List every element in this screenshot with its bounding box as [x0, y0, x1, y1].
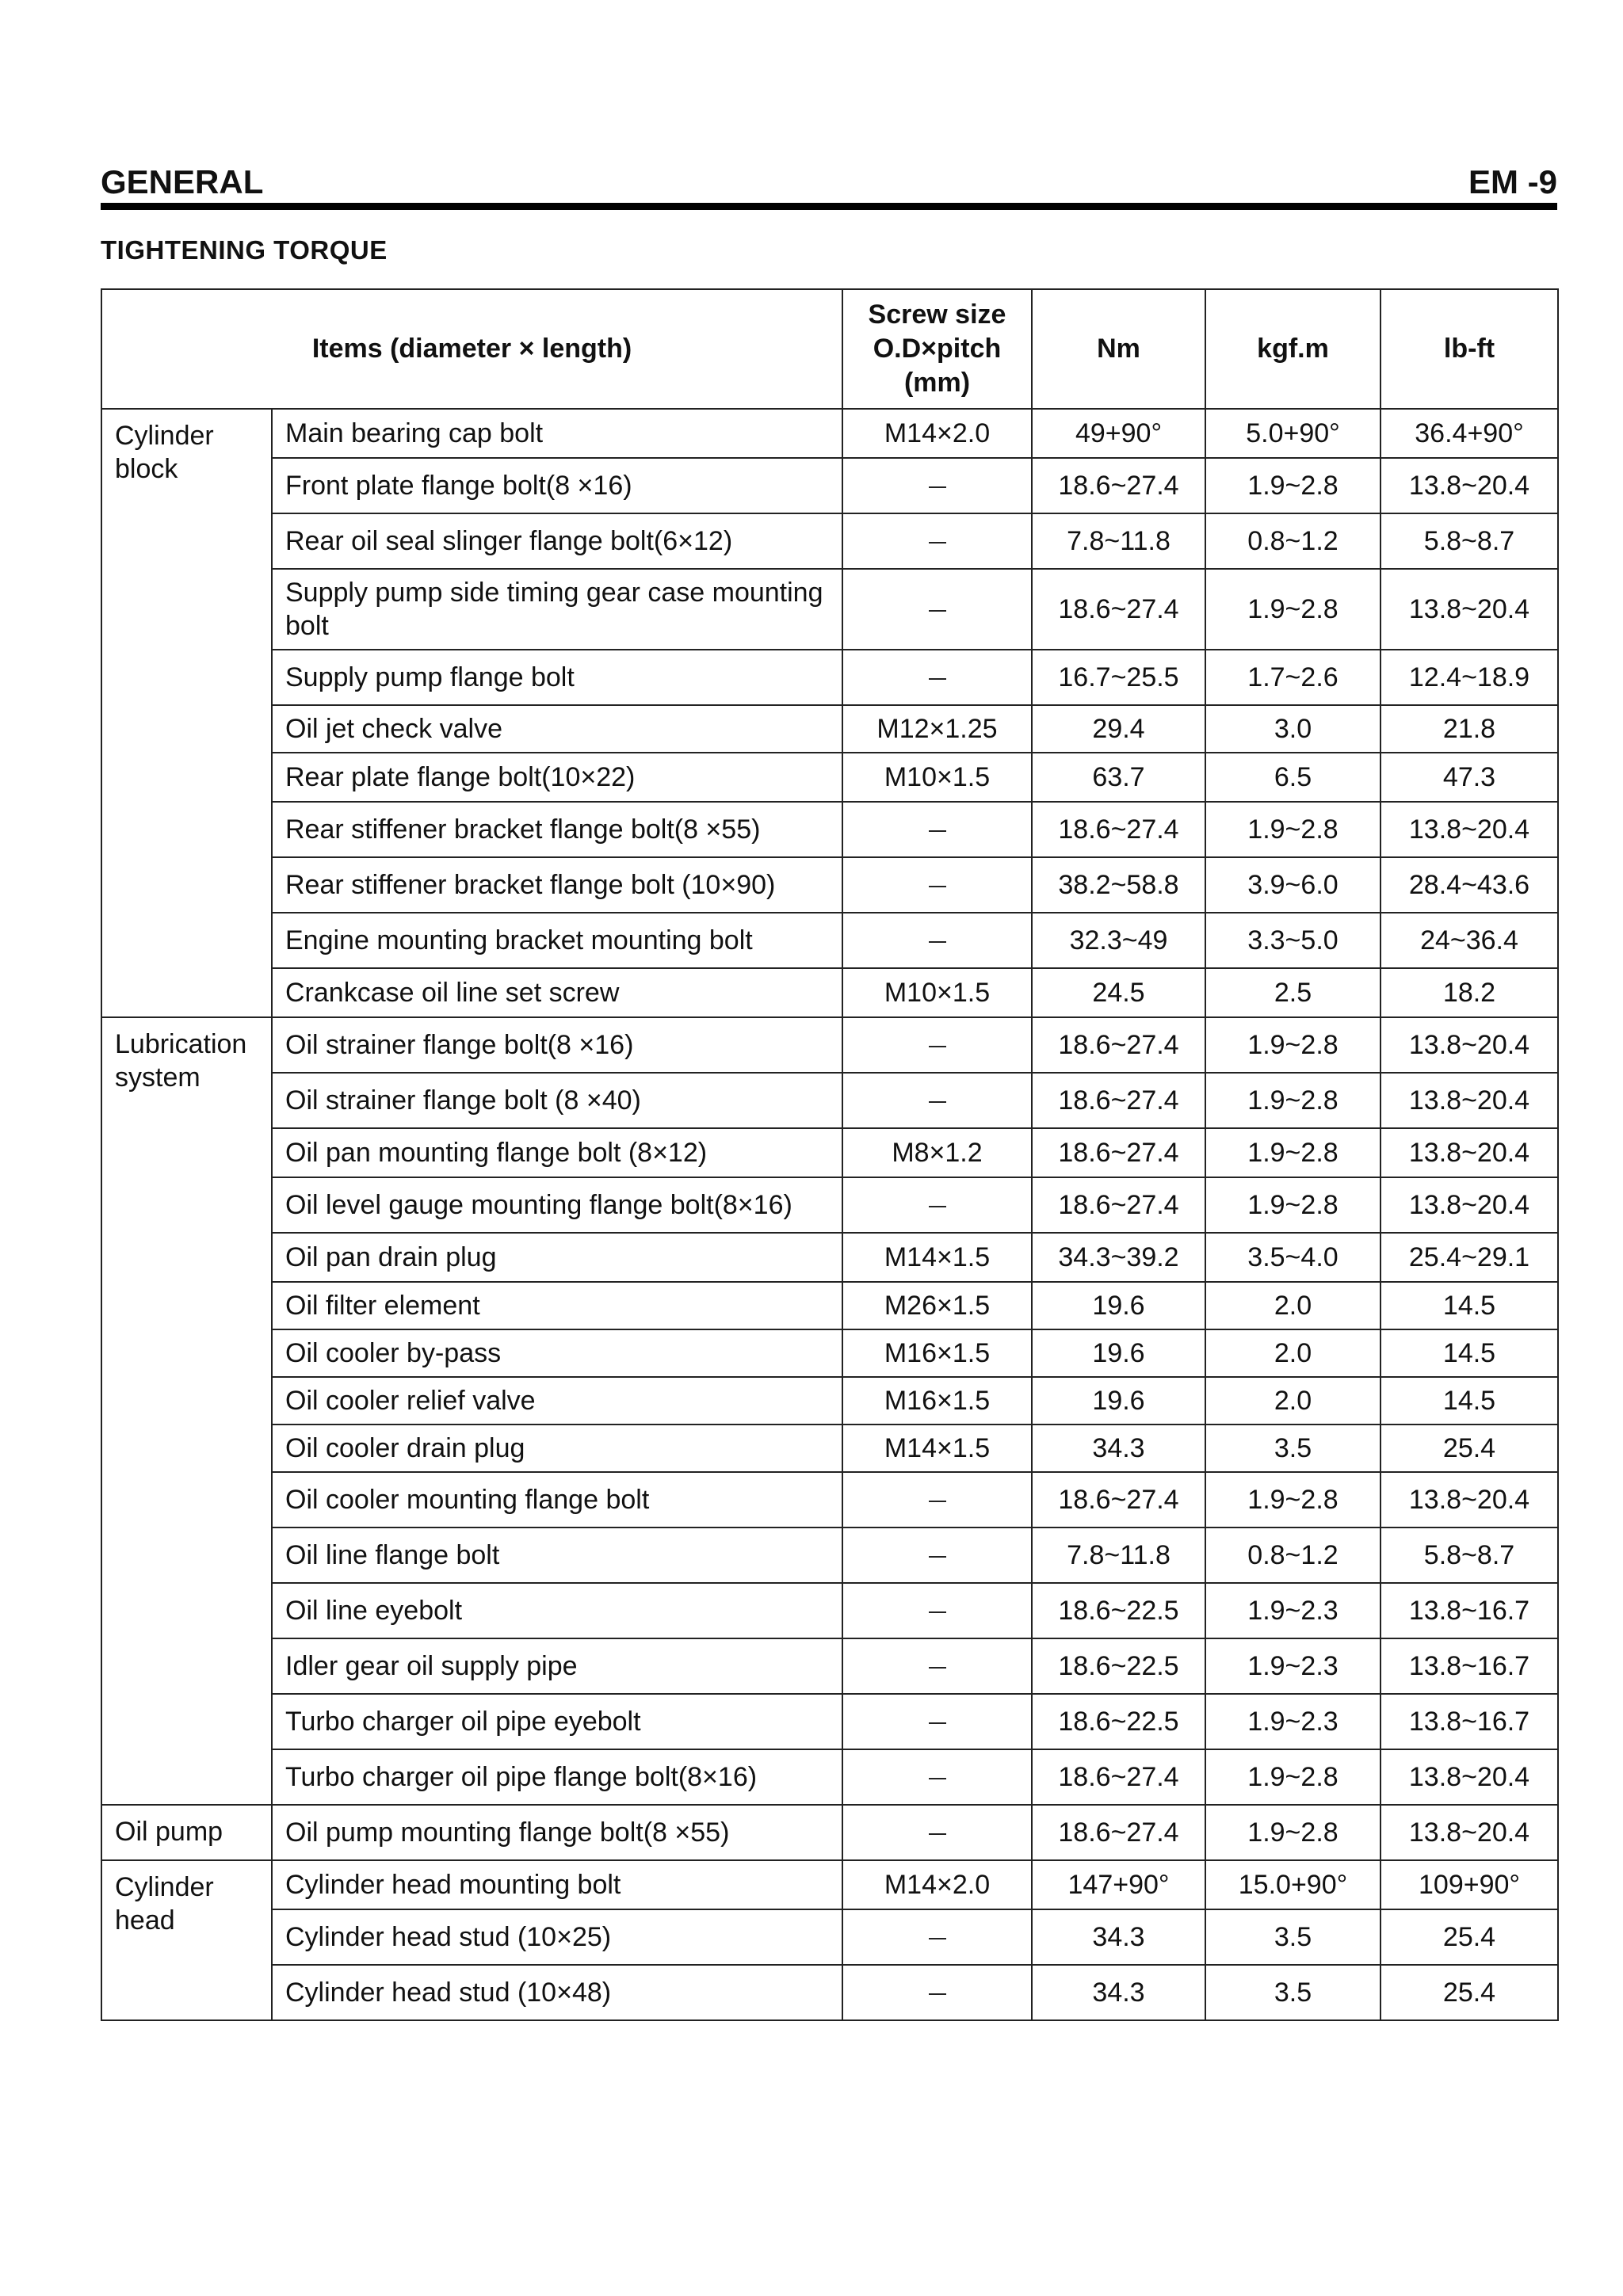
- nm-cell: 19.6: [1032, 1329, 1205, 1377]
- nm-cell: 7.8~11.8: [1032, 513, 1205, 569]
- table-row: [101, 650, 1558, 705]
- nm-cell: 34.3~39.2: [1032, 1233, 1205, 1282]
- header-screw-line-3: (mm): [903, 368, 971, 398]
- item-cell: Rear stiffener bracket flange bolt (10×90): [272, 857, 842, 913]
- lbft-cell: 28.4~43.6: [1381, 857, 1558, 913]
- lbft-cell: 36.4+90°: [1381, 409, 1558, 458]
- screw-size-cell: [842, 1965, 1032, 2020]
- table-row: [101, 705, 1558, 753]
- lbft-cell: 109+90°: [1381, 1860, 1558, 1909]
- table-row: [101, 1377, 1558, 1425]
- kgfm-cell: 3.9~6.0: [1205, 857, 1381, 913]
- screw-size-cell: M16×1.5: [842, 1377, 1032, 1425]
- nm-cell: 18.6~27.4: [1032, 458, 1205, 513]
- dash-icon: [929, 941, 946, 943]
- screw-size-cell: M16×1.5: [842, 1329, 1032, 1377]
- kgfm-cell: 1.9~2.3: [1205, 1583, 1381, 1638]
- item-cell: Oil pan mounting flange bolt (8×12): [272, 1128, 842, 1177]
- screw-size-cell: M14×1.5: [842, 1425, 1032, 1472]
- kgfm-cell: 1.9~2.8: [1205, 1017, 1381, 1073]
- item-cell: Cylinder head stud (10×25): [272, 1909, 842, 1965]
- kgfm-cell: 2.0: [1205, 1282, 1381, 1329]
- kgfm-cell: 3.5: [1205, 1909, 1381, 1965]
- item-cell: Oil cooler by-pass: [272, 1329, 842, 1377]
- kgfm-cell: 1.9~2.8: [1205, 1472, 1381, 1527]
- screw-size-cell: M10×1.5: [842, 753, 1032, 802]
- table-body: [101, 409, 1558, 2020]
- item-cell: Oil pan drain plug: [272, 1233, 842, 1282]
- torque-table: [101, 288, 1559, 2021]
- table-row: [101, 569, 1558, 650]
- nm-cell: 18.6~27.4: [1032, 1177, 1205, 1233]
- screw-size-cell: [842, 913, 1032, 968]
- item-cell: Oil filter element: [272, 1282, 842, 1329]
- nm-cell: 18.6~22.5: [1032, 1638, 1205, 1694]
- nm-cell: 32.3~49: [1032, 913, 1205, 968]
- item-cell: Rear stiffener bracket flange bolt(8 ×55): [272, 802, 842, 857]
- screw-size-cell: [842, 802, 1032, 857]
- page-number: EM -9: [1468, 163, 1557, 200]
- screw-size-cell: [842, 1017, 1032, 1073]
- kgfm-cell: 1.7~2.6: [1205, 650, 1381, 705]
- screw-size-cell: [842, 1583, 1032, 1638]
- screw-size-cell: [842, 1073, 1032, 1128]
- table-row: [101, 1638, 1558, 1694]
- table-row: [101, 458, 1558, 513]
- dash-icon: [929, 1938, 946, 1939]
- kgfm-cell: 1.9~2.8: [1205, 458, 1381, 513]
- screw-size-cell: [842, 1694, 1032, 1749]
- lbft-cell: 5.8~8.7: [1381, 1527, 1558, 1583]
- lbft-cell: 13.8~20.4: [1381, 1017, 1558, 1073]
- nm-cell: 18.6~22.5: [1032, 1583, 1205, 1638]
- screw-size-cell: M14×1.5: [842, 1233, 1032, 1282]
- header-screw-line-1: Screw size: [868, 299, 1006, 330]
- item-cell: Oil cooler relief valve: [272, 1377, 842, 1425]
- lbft-cell: 14.5: [1381, 1282, 1558, 1329]
- table-row: [101, 1017, 1558, 1073]
- lbft-cell: 13.8~20.4: [1381, 1128, 1558, 1177]
- kgfm-cell: 2.0: [1205, 1329, 1381, 1377]
- dash-icon: [929, 1611, 946, 1613]
- header-nm: Nm: [1032, 289, 1205, 409]
- screw-size-cell: M8×1.2: [842, 1128, 1032, 1177]
- table-row: [101, 968, 1558, 1017]
- kgfm-cell: 3.0: [1205, 705, 1381, 753]
- lbft-cell: 14.5: [1381, 1377, 1558, 1425]
- nm-cell: 19.6: [1032, 1282, 1205, 1329]
- lbft-cell: 5.8~8.7: [1381, 513, 1558, 569]
- item-cell: Crankcase oil line set screw: [272, 968, 842, 1017]
- nm-cell: 34.3: [1032, 1425, 1205, 1472]
- dash-icon: [929, 1501, 946, 1502]
- lbft-cell: 13.8~20.4: [1381, 458, 1558, 513]
- nm-cell: 18.6~27.4: [1032, 1073, 1205, 1128]
- kgfm-cell: 2.0: [1205, 1377, 1381, 1425]
- lbft-cell: 13.8~20.4: [1381, 1177, 1558, 1233]
- screw-size-cell: [842, 513, 1032, 569]
- table-row: [101, 1329, 1558, 1377]
- item-cell: Engine mounting bracket mounting bolt: [272, 913, 842, 968]
- nm-cell: 18.6~27.4: [1032, 1749, 1205, 1805]
- table-row: [101, 1282, 1558, 1329]
- nm-cell: 18.6~27.4: [1032, 802, 1205, 857]
- nm-cell: 16.7~25.5: [1032, 650, 1205, 705]
- screw-size-cell: [842, 1805, 1032, 1860]
- kgfm-cell: 1.9~2.8: [1205, 802, 1381, 857]
- dash-icon: [929, 1778, 946, 1779]
- dash-icon: [929, 1101, 946, 1103]
- screw-size-cell: [842, 1177, 1032, 1233]
- lbft-cell: 24~36.4: [1381, 913, 1558, 968]
- kgfm-cell: 3.5: [1205, 1965, 1381, 2020]
- kgfm-cell: 1.9~2.8: [1205, 1177, 1381, 1233]
- nm-cell: 18.6~27.4: [1032, 569, 1205, 650]
- lbft-cell: 25.4~29.1: [1381, 1233, 1558, 1282]
- section-title: TIGHTENING TORQUE: [101, 235, 388, 265]
- nm-cell: 147+90°: [1032, 1860, 1205, 1909]
- screw-size-cell: [842, 569, 1032, 650]
- item-cell: Oil cooler drain plug: [272, 1425, 842, 1472]
- table-row: [101, 1233, 1558, 1282]
- dash-icon: [929, 1833, 946, 1835]
- lbft-cell: 47.3: [1381, 753, 1558, 802]
- item-cell: Cylinder head stud (10×48): [272, 1965, 842, 2020]
- table-row: [101, 1965, 1558, 2020]
- table-row: [101, 1527, 1558, 1583]
- lbft-cell: 13.8~20.4: [1381, 1073, 1558, 1128]
- item-cell: Cylinder head mounting bolt: [272, 1860, 842, 1909]
- nm-cell: 18.6~27.4: [1032, 1805, 1205, 1860]
- nm-cell: 18.6~27.4: [1032, 1128, 1205, 1177]
- kgfm-cell: 3.3~5.0: [1205, 913, 1381, 968]
- table-row: [101, 1073, 1558, 1128]
- screw-size-cell: M14×2.0: [842, 1860, 1032, 1909]
- nm-cell: 18.6~27.4: [1032, 1472, 1205, 1527]
- lbft-cell: 13.8~16.7: [1381, 1638, 1558, 1694]
- screw-size-cell: [842, 1527, 1032, 1583]
- lbft-cell: 21.8: [1381, 705, 1558, 753]
- kgfm-cell: 1.9~2.8: [1205, 1073, 1381, 1128]
- kgfm-cell: 2.5: [1205, 968, 1381, 1017]
- nm-cell: 38.2~58.8: [1032, 857, 1205, 913]
- table-row: [101, 857, 1558, 913]
- dash-icon: [929, 1046, 946, 1047]
- table-row: [101, 1749, 1558, 1805]
- nm-cell: 24.5: [1032, 968, 1205, 1017]
- lbft-cell: 18.2: [1381, 968, 1558, 1017]
- header-screw-size: [842, 289, 1032, 409]
- item-cell: Supply pump side timing gear case mounting bolt: [272, 569, 842, 650]
- lbft-cell: 12.4~18.9: [1381, 650, 1558, 705]
- item-cell: Idler gear oil supply pipe: [272, 1638, 842, 1694]
- dash-icon: [929, 1206, 946, 1207]
- dash-icon: [929, 1556, 946, 1558]
- group-label: Cylinder head: [101, 1860, 272, 2020]
- item-cell: Oil strainer flange bolt(8 ×16): [272, 1017, 842, 1073]
- nm-cell: 18.6~27.4: [1032, 1017, 1205, 1073]
- table-row: [101, 1472, 1558, 1527]
- table-row: [101, 1583, 1558, 1638]
- kgfm-cell: 0.8~1.2: [1205, 1527, 1381, 1583]
- screw-size-cell: M10×1.5: [842, 968, 1032, 1017]
- item-cell: Oil pump mounting flange bolt(8 ×55): [272, 1805, 842, 1860]
- header-screw-line-2: O.D×pitch: [873, 334, 1002, 364]
- dash-icon: [929, 678, 946, 680]
- lbft-cell: 25.4: [1381, 1425, 1558, 1472]
- kgfm-cell: 6.5: [1205, 753, 1381, 802]
- item-cell: Front plate flange bolt(8 ×16): [272, 458, 842, 513]
- table-header-row: [101, 289, 1558, 409]
- kgfm-cell: 1.9~2.8: [1205, 569, 1381, 650]
- page-header: [101, 163, 1557, 206]
- screw-size-cell: [842, 1909, 1032, 1965]
- item-cell: Oil strainer flange bolt (8 ×40): [272, 1073, 842, 1128]
- header-kgfm: kgf.m: [1205, 289, 1381, 409]
- kgfm-cell: 3.5: [1205, 1425, 1381, 1472]
- table-row: [101, 1177, 1558, 1233]
- header-rule: [101, 203, 1557, 210]
- item-cell: Oil line eyebolt: [272, 1583, 842, 1638]
- screw-size-cell: [842, 1749, 1032, 1805]
- item-cell: Oil cooler mounting flange bolt: [272, 1472, 842, 1527]
- kgfm-cell: 1.9~2.8: [1205, 1128, 1381, 1177]
- group-label: Oil pump: [101, 1805, 272, 1860]
- dash-icon: [929, 1722, 946, 1724]
- screw-size-cell: [842, 1638, 1032, 1694]
- nm-cell: 7.8~11.8: [1032, 1527, 1205, 1583]
- lbft-cell: 25.4: [1381, 1909, 1558, 1965]
- table-row: [101, 513, 1558, 569]
- kgfm-cell: 1.9~2.8: [1205, 1805, 1381, 1860]
- screw-size-cell: [842, 650, 1032, 705]
- item-cell: Rear oil seal slinger flange bolt(6×12): [272, 513, 842, 569]
- group-label: Lubrication system: [101, 1017, 272, 1805]
- lbft-cell: 25.4: [1381, 1965, 1558, 2020]
- item-cell: Oil jet check valve: [272, 705, 842, 753]
- lbft-cell: 13.8~20.4: [1381, 1749, 1558, 1805]
- dash-icon: [929, 886, 946, 887]
- table-row: [101, 913, 1558, 968]
- nm-cell: 34.3: [1032, 1965, 1205, 2020]
- table-row: [101, 1694, 1558, 1749]
- kgfm-cell: 1.9~2.3: [1205, 1694, 1381, 1749]
- kgfm-cell: 0.8~1.2: [1205, 513, 1381, 569]
- table-row: [101, 1805, 1558, 1860]
- screw-size-cell: M12×1.25: [842, 705, 1032, 753]
- screw-size-cell: [842, 857, 1032, 913]
- kgfm-cell: 5.0+90°: [1205, 409, 1381, 458]
- dash-icon: [929, 542, 946, 543]
- item-cell: Turbo charger oil pipe eyebolt: [272, 1694, 842, 1749]
- group-label: Cylinder block: [101, 409, 272, 1017]
- dash-icon: [929, 830, 946, 832]
- dash-icon: [929, 486, 946, 488]
- dash-icon: [929, 1993, 946, 1995]
- section-name: GENERAL: [101, 163, 264, 200]
- lbft-cell: 13.8~16.7: [1381, 1583, 1558, 1638]
- lbft-cell: 13.8~20.4: [1381, 1805, 1558, 1860]
- lbft-cell: 14.5: [1381, 1329, 1558, 1377]
- item-cell: Main bearing cap bolt: [272, 409, 842, 458]
- nm-cell: 29.4: [1032, 705, 1205, 753]
- lbft-cell: 13.8~20.4: [1381, 802, 1558, 857]
- table-row: [101, 753, 1558, 802]
- nm-cell: 34.3: [1032, 1909, 1205, 1965]
- table-row: [101, 409, 1558, 458]
- item-cell: Turbo charger oil pipe flange bolt(8×16): [272, 1749, 842, 1805]
- screw-size-cell: [842, 1472, 1032, 1527]
- table-row: [101, 1860, 1558, 1909]
- header-items: Items (diameter × length): [101, 289, 842, 409]
- table-row: [101, 1425, 1558, 1472]
- nm-cell: 49+90°: [1032, 409, 1205, 458]
- dash-icon: [929, 1667, 946, 1669]
- kgfm-cell: 1.9~2.8: [1205, 1749, 1381, 1805]
- screw-size-cell: M14×2.0: [842, 409, 1032, 458]
- kgfm-cell: 1.9~2.3: [1205, 1638, 1381, 1694]
- screw-size-cell: [842, 458, 1032, 513]
- kgfm-cell: 15.0+90°: [1205, 1860, 1381, 1909]
- table-row: [101, 1128, 1558, 1177]
- lbft-cell: 13.8~20.4: [1381, 1472, 1558, 1527]
- lbft-cell: 13.8~16.7: [1381, 1694, 1558, 1749]
- lbft-cell: 13.8~20.4: [1381, 569, 1558, 650]
- screw-size-cell: M26×1.5: [842, 1282, 1032, 1329]
- item-cell: Oil level gauge mounting flange bolt(8×16): [272, 1177, 842, 1233]
- table-row: [101, 1909, 1558, 1965]
- nm-cell: 63.7: [1032, 753, 1205, 802]
- item-cell: Oil line flange bolt: [272, 1527, 842, 1583]
- header-lbft: lb-ft: [1381, 289, 1558, 409]
- nm-cell: 19.6: [1032, 1377, 1205, 1425]
- item-cell: Supply pump flange bolt: [272, 650, 842, 705]
- item-cell: Rear plate flange bolt(10×22): [272, 753, 842, 802]
- dash-icon: [929, 610, 946, 612]
- kgfm-cell: 3.5~4.0: [1205, 1233, 1381, 1282]
- nm-cell: 18.6~22.5: [1032, 1694, 1205, 1749]
- table-row: [101, 802, 1558, 857]
